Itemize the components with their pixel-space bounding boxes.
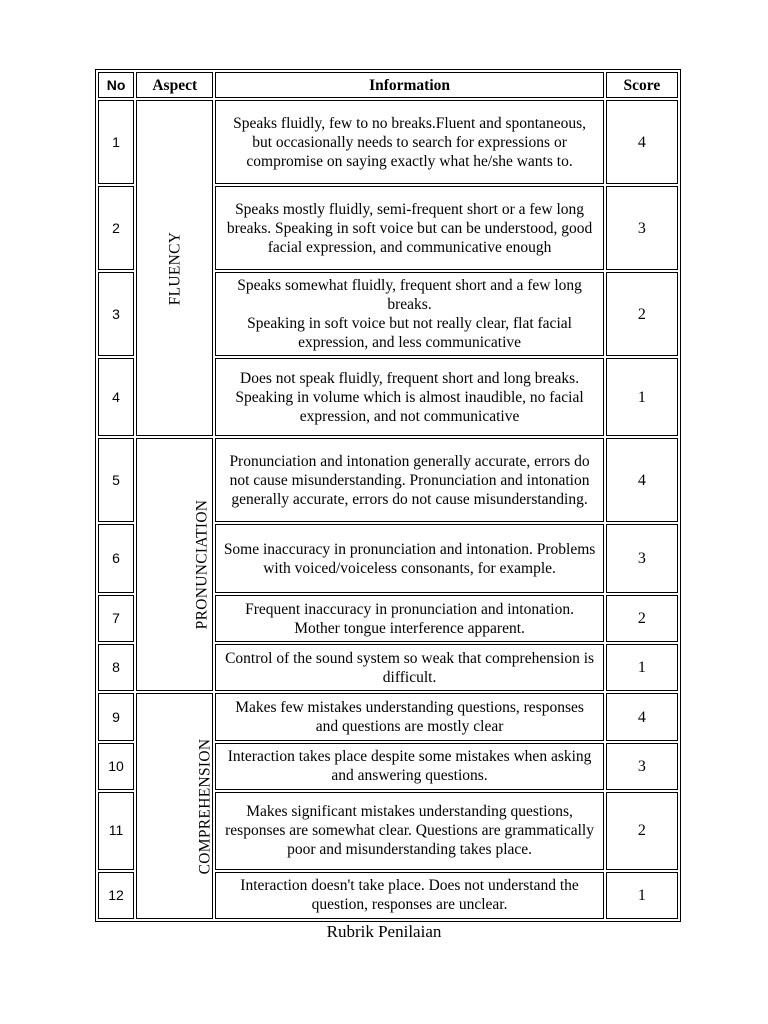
row-number: 6	[98, 524, 134, 593]
header-information: Information	[215, 72, 603, 98]
row-number: 11	[98, 792, 134, 870]
row-number: 5	[98, 438, 134, 522]
row-number: 12	[98, 872, 134, 919]
score-cell: 3	[606, 186, 678, 270]
header-no: No	[98, 72, 134, 98]
aspect-label: FLUENCY	[166, 231, 184, 305]
score-cell: 3	[606, 743, 678, 790]
score-cell: 3	[606, 524, 678, 593]
aspect-label: COMPREHENSION	[196, 738, 214, 875]
header-row	[98, 72, 678, 98]
row-number: 7	[98, 595, 134, 642]
information-cell: Does not speak fluidly, frequent short and long breaks. Speaking in volume which is almost inaudible, no facial expression, and not communicative	[215, 358, 603, 436]
score-cell: 4	[606, 100, 678, 184]
row-number: 8	[98, 644, 134, 691]
information-cell: Interaction takes place despite some mistakes when asking and answering questions.	[215, 743, 603, 790]
information-cell: Pronunciation and intonation generally accurate, errors do not cause misunderstanding. Pronunciation and intonation generally accurate, errors do not cause misunderstanding.	[215, 438, 603, 522]
information-cell: Makes few mistakes understanding questions, responses and questions are mostly clear	[215, 693, 603, 740]
score-cell: 1	[606, 358, 678, 436]
information-cell: Control of the sound system so weak that comprehension is difficult.	[215, 644, 603, 691]
table-row	[98, 100, 678, 184]
information-cell: Speaks mostly fluidly, semi-frequent short or a few long breaks. Speaking in soft voice but can be understood, good facial expression, and communicative enough	[215, 186, 603, 270]
row-number: 3	[98, 272, 134, 356]
aspect-cell-comprehension	[136, 693, 213, 919]
score-cell: 1	[606, 872, 678, 919]
row-number: 1	[98, 100, 134, 184]
aspect-label: PRONUNCIATION	[193, 500, 211, 630]
row-number: 10	[98, 743, 134, 790]
score-cell: 2	[606, 272, 678, 356]
header-aspect: Aspect	[136, 72, 213, 98]
information-cell: Speaks fluidly, few to no breaks.Fluent and spontaneous, but occasionally needs to search for expressions or compromise on saying exactly what he/she wants to.	[215, 100, 603, 184]
score-cell: 1	[606, 644, 678, 691]
aspect-cell-fluency	[136, 100, 213, 436]
score-cell: 2	[606, 595, 678, 642]
rubric-body	[98, 100, 678, 919]
rubric-table	[96, 70, 680, 921]
aspect-cell-pronunciation	[136, 438, 213, 691]
score-cell: 4	[606, 693, 678, 740]
table-row	[98, 438, 678, 522]
information-cell: Interaction doesn't take place. Does not understand the question, responses are unclear.	[215, 872, 603, 919]
row-number: 4	[98, 358, 134, 436]
score-cell: 4	[606, 438, 678, 522]
header-score: Score	[606, 72, 678, 98]
row-number: 9	[98, 693, 134, 740]
score-cell: 2	[606, 792, 678, 870]
information-cell: Makes significant mistakes understanding questions, responses are somewhat clear. Questions are grammatically poor and misunderstanding takes place.	[215, 792, 603, 870]
table-row	[98, 693, 678, 740]
rubric-table-frame	[95, 69, 681, 922]
row-number: 2	[98, 186, 134, 270]
information-cell: Frequent inaccuracy in pronunciation and intonation. Mother tongue interference apparent.	[215, 595, 603, 642]
information-cell: Speaks somewhat fluidly, frequent short and a few long breaks. Speaking in soft voice but not really clear, flat facial expression, and less communicative	[215, 272, 603, 356]
caption: Rubrik Penilaian	[326, 922, 442, 941]
information-cell: Some inaccuracy in pronunciation and intonation. Problems with voiced/voiceless consonants, for example.	[215, 524, 603, 593]
